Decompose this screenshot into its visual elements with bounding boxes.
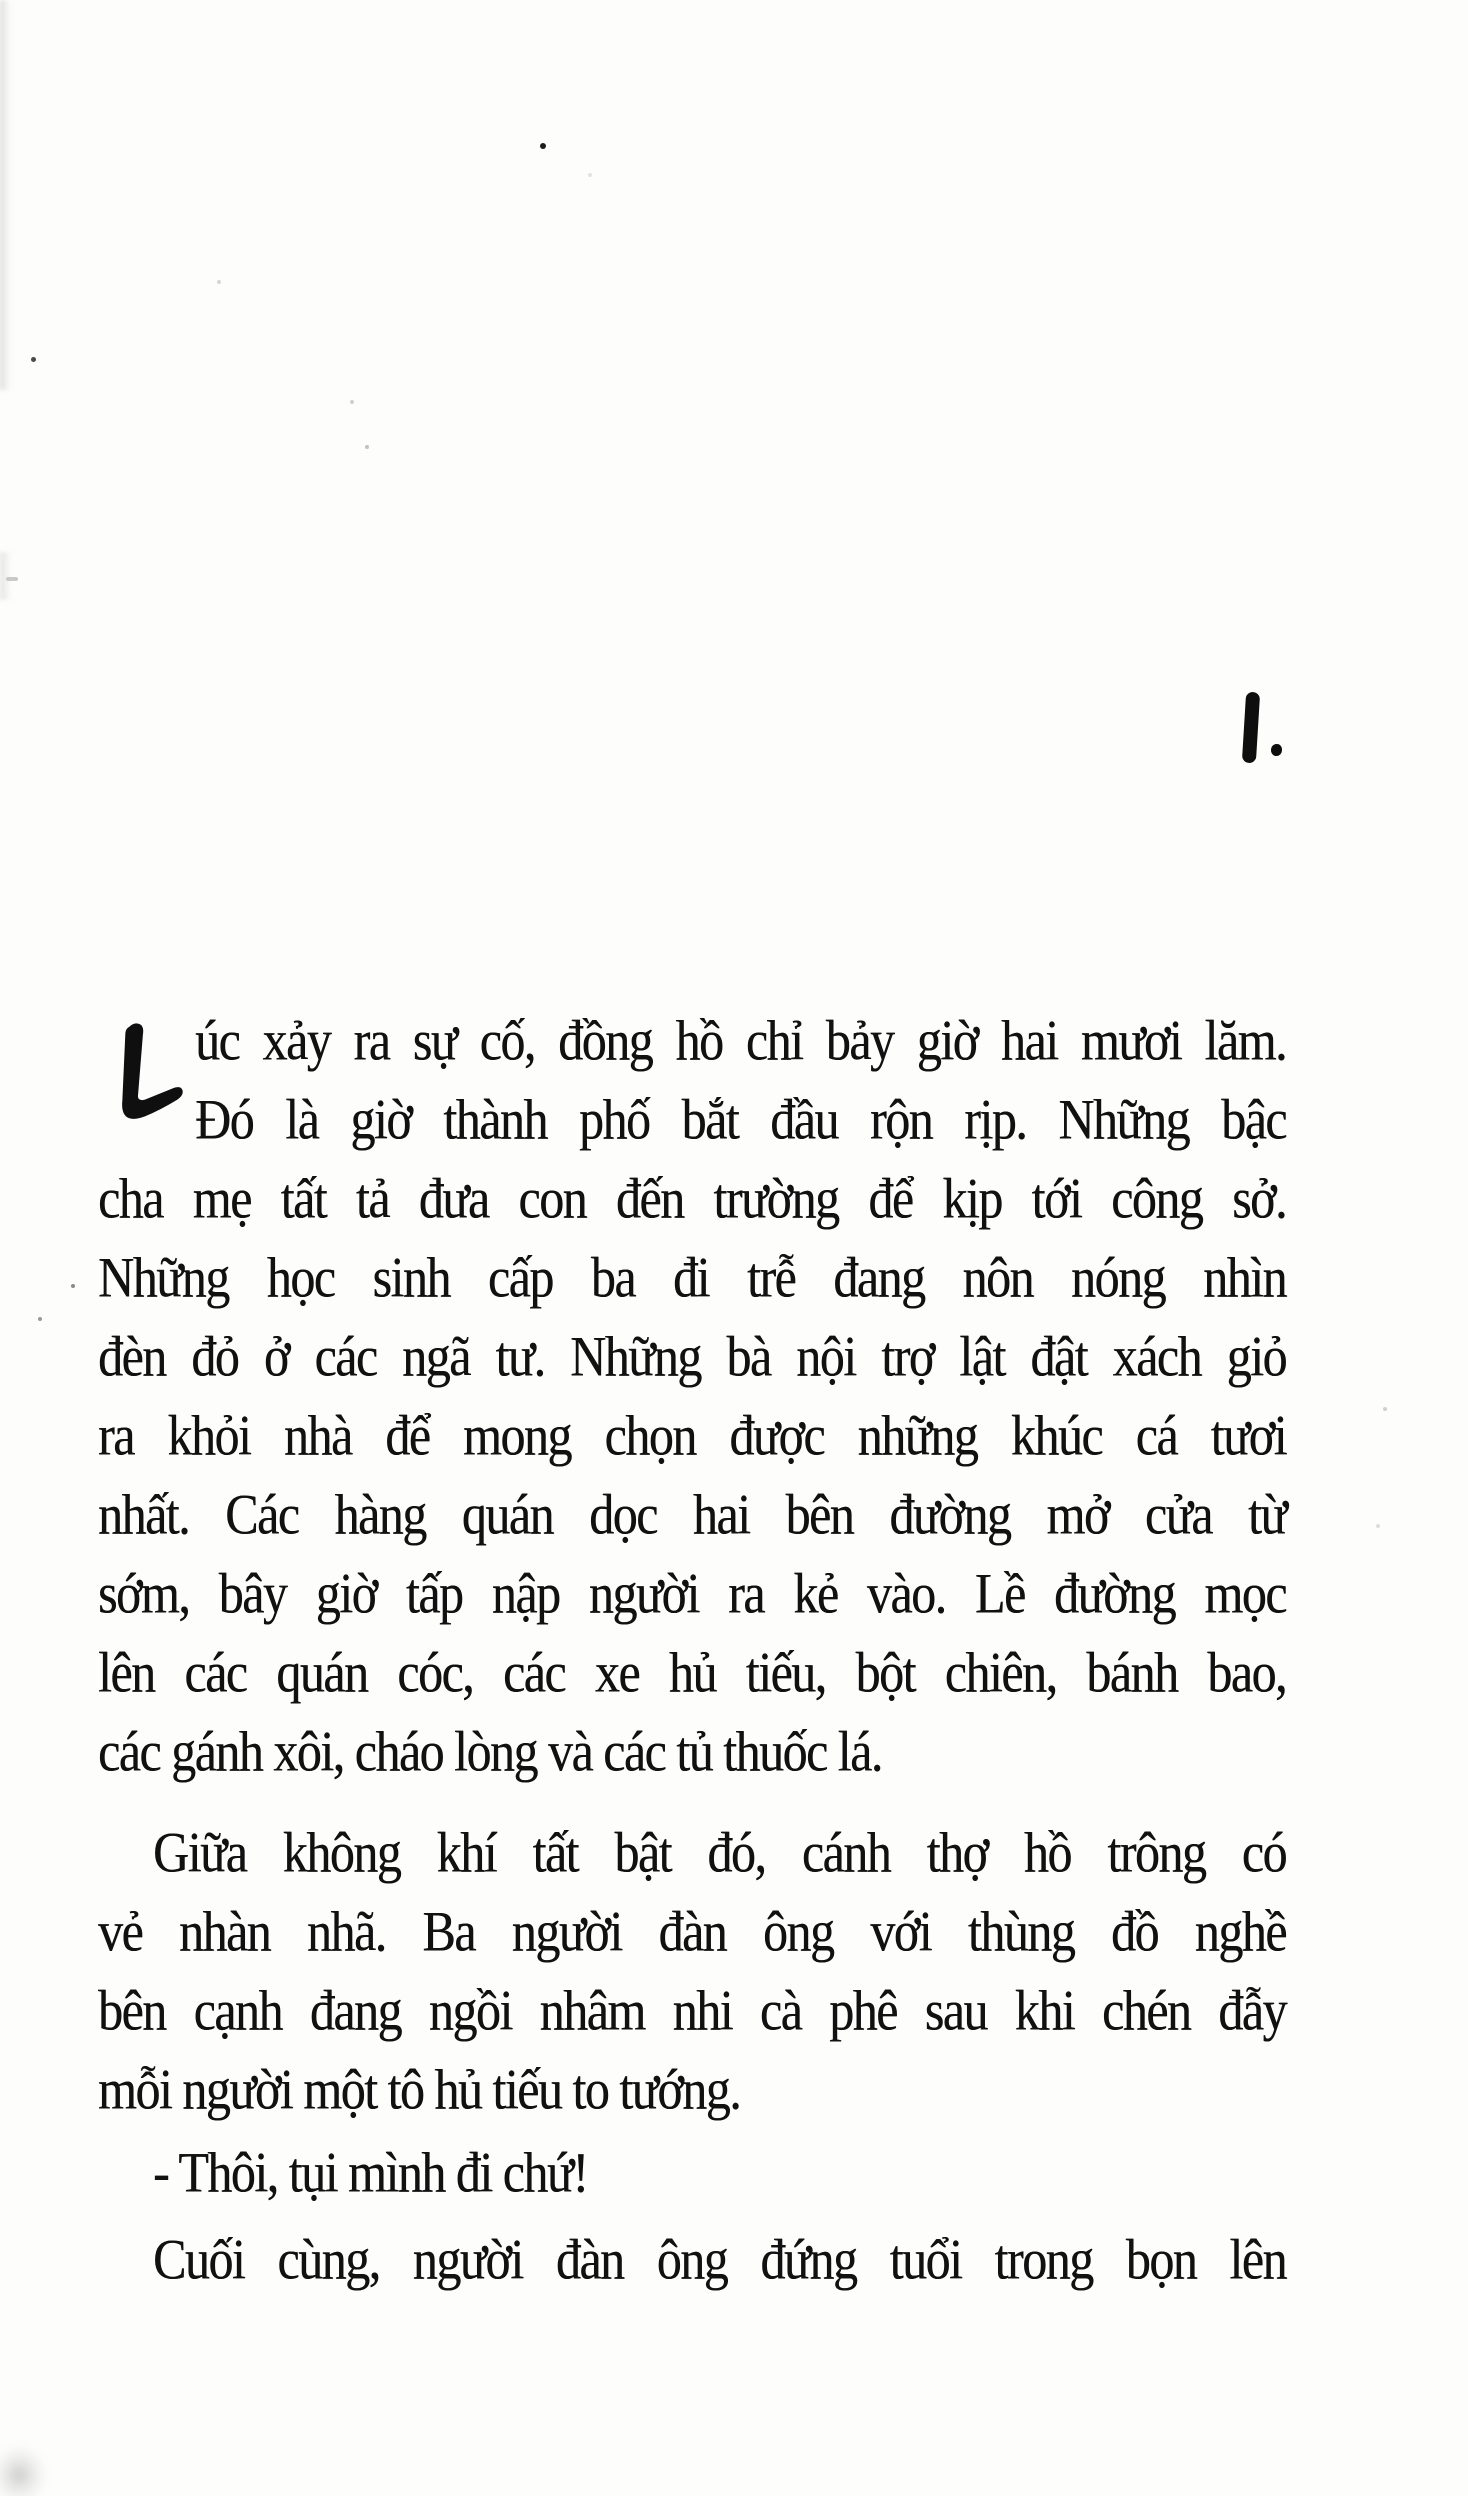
text-line: úc xảy ra sự cố, đồng hồ chỉ bảy giờ hai mươi lăm. xyxy=(195,1008,1286,1072)
scan-speck xyxy=(588,173,592,177)
scan-speck xyxy=(38,1317,42,1321)
text-line: Giữa không khí tất bật đó, cánh thợ hồ trông có xyxy=(153,1820,1286,1884)
text-line: nhất. Các hàng quán dọc hai bên đường mở cửa từ xyxy=(98,1482,1286,1546)
text-line: cha mẹ tất tả đưa con đến trường để kịp tới công sở. xyxy=(98,1166,1286,1230)
scan-edge-artifact xyxy=(0,552,11,600)
chapter-number xyxy=(1238,691,1290,765)
scan-speck xyxy=(31,357,36,362)
scan-speck xyxy=(1376,1524,1380,1528)
chapter-number-dot xyxy=(1271,744,1282,756)
scan-speck xyxy=(6,577,18,581)
paragraph xyxy=(98,2135,1286,2214)
text-line: Cuối cùng, người đàn ông đứng tuổi trong bọn lên xyxy=(153,2227,1286,2291)
scan-speck xyxy=(540,143,546,149)
text-line: các gánh xôi, cháo lòng và các tủ thuốc lá. xyxy=(98,1719,882,1783)
scan-speck xyxy=(350,400,354,404)
text-line: đèn đỏ ở các ngã tư. Những bà nội trợ lật đật xách giỏ xyxy=(98,1324,1286,1388)
text-line: ra khỏi nhà để mong chọn được những khúc cá tươi xyxy=(98,1403,1286,1467)
scan-speck xyxy=(1383,1407,1387,1411)
chapter-number-stroke xyxy=(1242,692,1260,764)
scan-speck xyxy=(71,1284,75,1288)
page-text xyxy=(98,1003,1286,2301)
scan-speck xyxy=(217,280,221,284)
paragraph xyxy=(98,1815,1286,2131)
text-line: Đó là giờ thành phố bắt đầu rộn rịp. Những bậc xyxy=(195,1087,1286,1151)
text-line: lên các quán cóc, các xe hủ tiếu, bột chiên, bánh bao, xyxy=(98,1640,1286,1704)
text-line: mỗi người một tô hủ tiếu to tướng. xyxy=(98,2057,741,2121)
scan-edge-artifact xyxy=(0,0,13,390)
scan-speck xyxy=(365,445,369,449)
paragraph xyxy=(98,1003,1286,1793)
text-line: bên cạnh đang ngồi nhâm nhi cà phê sau khi chén đẫy xyxy=(98,1978,1286,2042)
text-line: sớm, bây giờ tấp nập người ra kẻ vào. Lề đường mọc xyxy=(98,1561,1286,1625)
text-line: - Thôi, tụi mình đi chứ! xyxy=(153,2140,588,2204)
text-line: Những học sinh cấp ba đi trễ đang nôn nóng nhìn xyxy=(98,1245,1286,1309)
paragraph xyxy=(98,2222,1286,2301)
text-line: vẻ nhàn nhã. Ba người đàn ông với thùng đồ nghề xyxy=(98,1899,1286,1963)
scan-smudge xyxy=(0,2444,48,2496)
